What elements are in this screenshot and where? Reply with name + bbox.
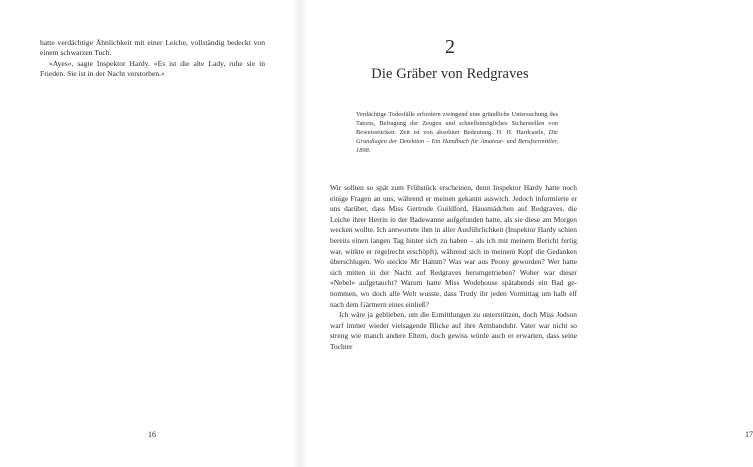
left-page-text (40, 38, 265, 80)
chapter-number: 2 (445, 36, 455, 58)
left-paragraph-1: hatte verdächtige Ähnlichkeit mit einer Leiche, vollständig bedeckt von einem schwarzen Tuch. (40, 38, 265, 58)
right-page-text (330, 183, 577, 353)
right-paragraph-2: Ich wäre ja geblieben, um die Ermittlungen zu unterstützen, doch Miss Jodson warf immer wieder vielsagende Blicke auf ihre Armbanduhr. Vater war nicht so streng wie manch andere Eltern, doch gewiss würde auch er erwarten, dass seine Tochter (330, 310, 577, 351)
epigraph (356, 110, 558, 155)
left-page (0, 0, 300, 467)
chapter-title: Die Gräber von Redgraves (371, 66, 529, 82)
left-paragraph-2: »Ayes«, sagte Inspektor Hardy. »Es ist die alte Lady, ruhe sie in Frieden. Sie ist in der Nacht verstorben.« (40, 58, 265, 79)
right-paragraph-1: Wir sollten so spät zum Frühstück erscheinen, denn Inspektor Hardy hatte noch einige Fragen an uns, während er meinen gekannt auswich. Jedoch informierte er uns darüber, dass Miss Gertrude Guildford, Hausmädchen auf Redgraves, die Leiche ihrer Herrin in der Badewanne aufgefunden hatte, als sie diese am Morgen wecken wollte. Ich antwortete ihm in aller Ausführlichkeit (Inspektor Hardy schien bereits einen langen Tag hinter sich zu haben – als ich mit meinem Bericht fertig war, wirkte er regelrecht erschöpft), während sich in meinem Kopf die Gedanken überschlugen. Wo steckte Mr Hamm? Was war aus Peony geworden? Wer hatte sich mitten in der Nacht auf Redgraves herumgetrieben? Woher war dieser »Nebel« aufgetaucht? Warum hatte Miss Wodehouse spätabends ein Bad genommen, wo doch alle Welt wusste, dass Trudy ihr jeden Vormittag um halb elf nach dem Gärtnern eines einließ? (330, 183, 577, 309)
epigraph-text: Verdächtige Todesfälle erfordern zwingend eine gründliche Untersuchung des Tatorts, Befragung der Zeugen und schnellstmögliches Sicherstellen von Beweisstücken. Zeit ist von absoluter Bedeutung. (356, 111, 558, 137)
epigraph-source: Die Grundlagen der Detektion – Ein Handbuch für Amateur- und Berufsermittler, 1898. (356, 129, 559, 155)
right-page-number: 17 (745, 430, 753, 439)
gutter-shadow (292, 0, 308, 467)
right-page (300, 0, 753, 467)
epigraph-author: H. H. Hardcastle, (496, 129, 546, 137)
left-page-number: 16 (148, 430, 156, 439)
